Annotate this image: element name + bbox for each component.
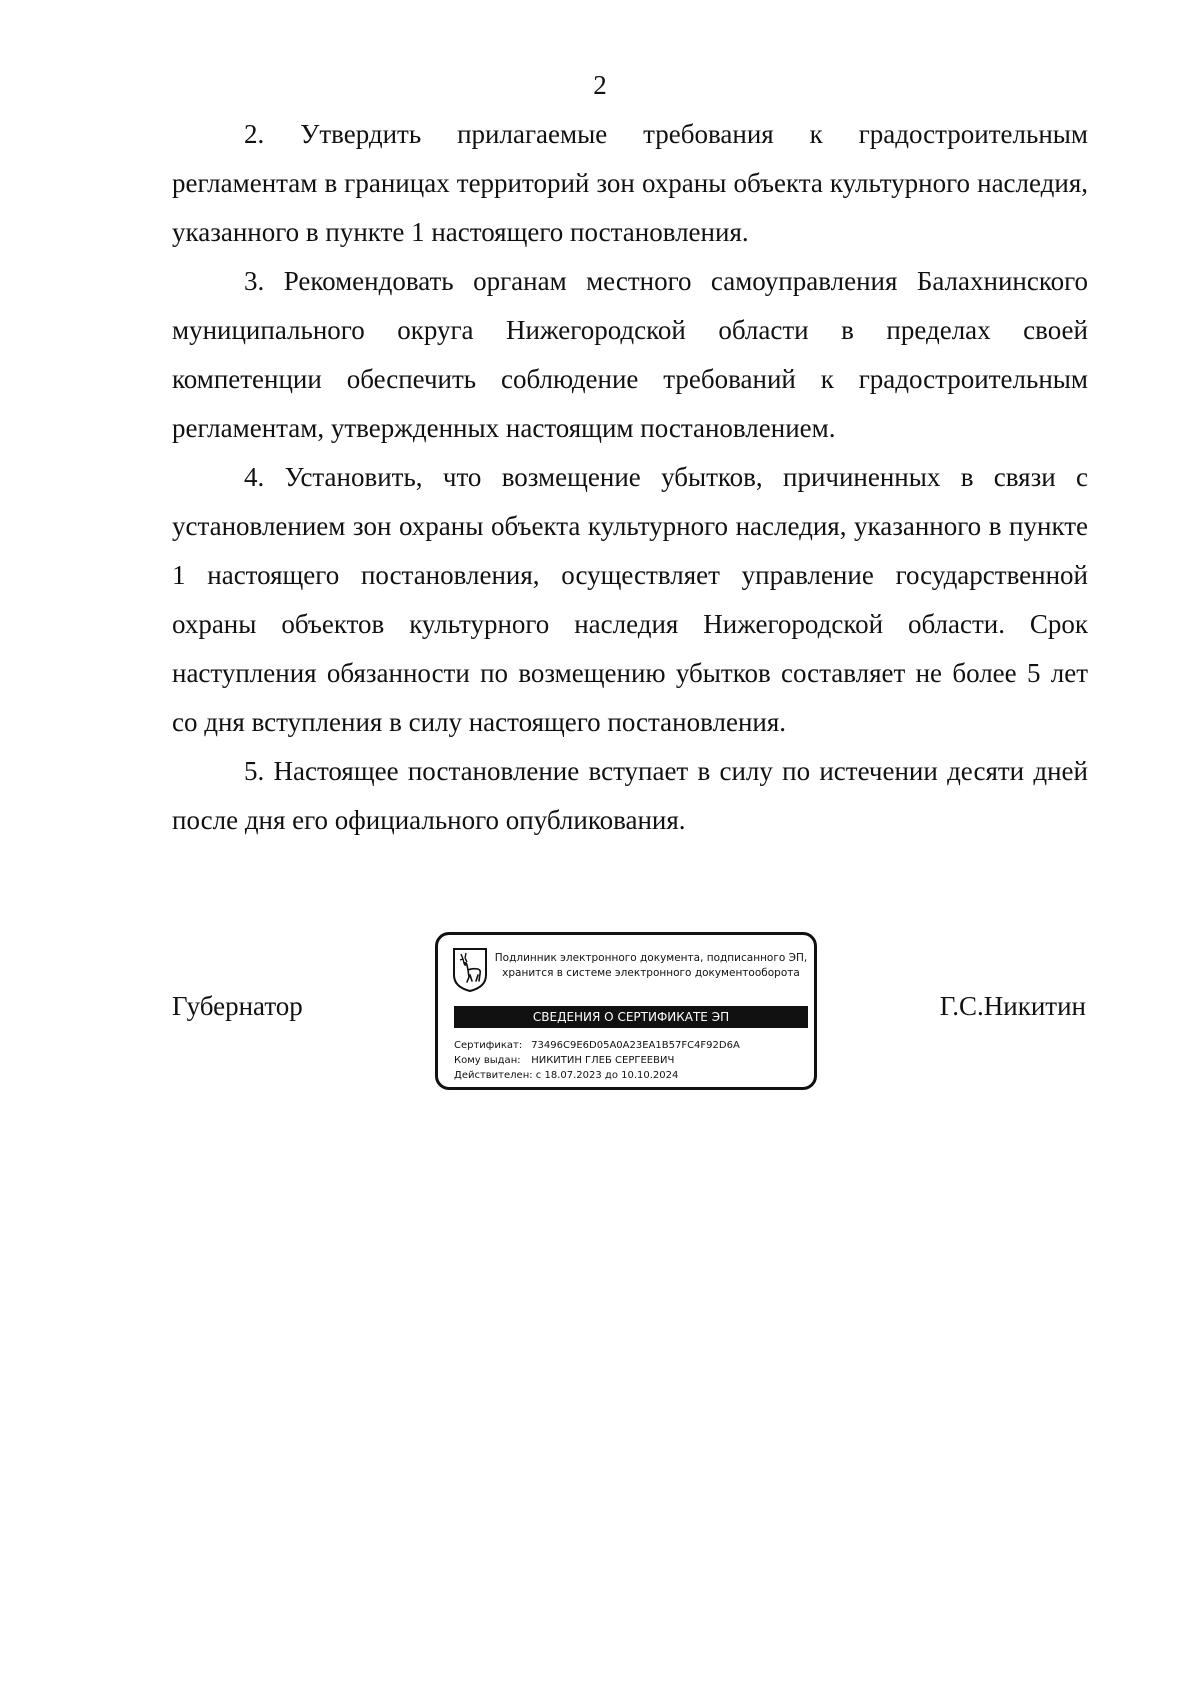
validity-row (454, 1068, 740, 1083)
stamp-title-bar: СВЕДЕНИЯ О СЕРТИФИКАТЕ ЭП (454, 1006, 808, 1028)
certificate-details (454, 1038, 740, 1083)
issued-to-value: НИКИТИН ГЛЕБ СЕРГЕЕВИЧ (531, 1055, 675, 1066)
certificate-label: Сертификат: (454, 1040, 523, 1051)
signatory-position: Губернатор (172, 991, 303, 1021)
page-number: 2 (593, 70, 607, 100)
stamp-header (492, 951, 810, 981)
validity-label: Действителен: (454, 1070, 533, 1081)
certificate-row (454, 1038, 740, 1053)
paragraph-item-2: 2. Утвердить прилагаемые требования к градостроительным регламентам в границах территорий зон охраны объекта культурного наследия, указанного в пункте 1 настоящего постановления. (172, 119, 1088, 247)
validity-value: с 18.07.2023 до 10.10.2024 (535, 1070, 679, 1081)
paragraph-item-5: 5. Настоящее постановление вступает в силу по истечении десяти дней после дня его официального опубликования. (172, 756, 1088, 835)
certificate-value: 73496C9E6D05A0A23EA1B57FC4F92D6A (531, 1040, 740, 1051)
stamp-header-line-2: хранится в системе электронного документооборота (502, 967, 800, 979)
paragraph-item-3: 3. Рекомендовать органам местного самоуправления Балахнинского муниципального округа Нижегородской области в пределах своей компетенции обеспечить соблюдение требований к градостроительным регламентам, утвержденных настоящим постановлением. (172, 266, 1088, 443)
stamp-header-line-1: Подлинник электронного документа, подписанного ЭП, (494, 952, 808, 964)
electronic-signature-stamp (435, 932, 817, 1090)
issued-to-row (454, 1053, 740, 1068)
document-body (172, 110, 1088, 845)
issued-to-label: Кому выдан: (454, 1055, 521, 1066)
paragraph-item-4: 4. Установить, что возмещение убытков, причиненных в связи с установлением зон охраны объекта культурного наследия, указанного в пункте 1 настоящего постановления, осуществляет управление государственной охраны объектов культурного наследия Нижегородской области. Срок наступления обязанности по возмещению убытков составляет не более 5 лет со дня вступления в силу настоящего постановления. (172, 462, 1088, 737)
deer-coat-of-arms-icon (452, 947, 488, 993)
signatory-name: Г.С.Никитин (939, 991, 1086, 1021)
